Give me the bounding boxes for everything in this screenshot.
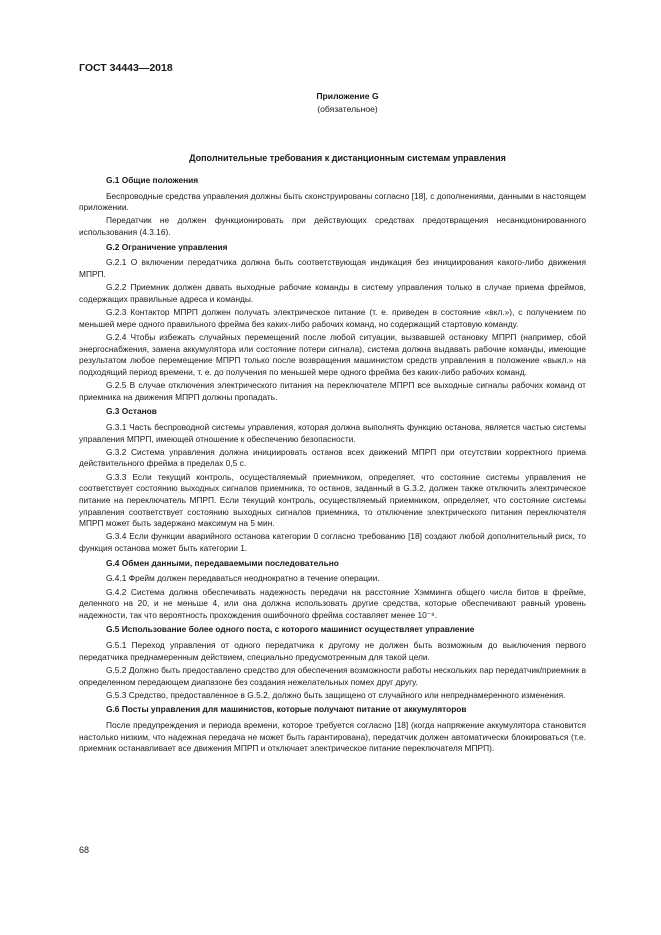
paragraph: G.2.4 Чтобы избежать случайных перемещений после любой ситуации, вызвавшей остановку МПРП (например, сбой энергоснабжения, замена аккумулятора или состояние потери сигнала), система должна выдавать рабочие команды, имеющие результатом любое перемещение МПРП только после возвращения машинистом средств управления в положение «выкл.» на подходящий период времени, т. е. до получения по меньшей мере одного фрейма без каких-либо рабочих команд. [79, 331, 586, 377]
paragraph: G.3.1 Часть беспроводной системы управления, которая должна выполнять функцию останова, является частью системы управления МПРП, имеющей отношение к обеспечению безопасности. [79, 421, 586, 444]
paragraph: После предупреждения и периода времени, которое требуется согласно [18] (когда напряжение аккумулятора становится настолько низким, что надежная передача не может быть гарантирована), передатчик должен автоматически блокироваться (т.е. приемник останавливает все движения МПРП и отключает электрическое питание переключателя МПРП). [79, 720, 586, 754]
paragraph: G.2.2 Приемник должен давать выходные рабочие команды в систему управления только в случае приема фреймов, содержащих правильные адреса и команды. [79, 282, 586, 304]
document-body [79, 172, 586, 757]
annex-title: Приложение G [316, 91, 379, 101]
paragraph: G.2.5 В случае отключения электрического питания на переключателе МПРП все выходные сигналы рабочих команд от приемника на движения МПРП должны пропадать. [79, 380, 586, 402]
section-heading: G.2 Ограничение управления [106, 241, 228, 252]
paragraph: Беспроводные средства управления должны быть сконструированы согласно [18], с дополнениями, данными в настоящем приложении. [79, 190, 586, 213]
section-heading: G.4 Обмен данными, передаваемыми последовательно [106, 557, 339, 568]
paragraph: G.2.3 Контактор МПРП должен получать электрическое питание (т. е. приведен в состояние «вкл.»), с получением по меньшей мере одного правильного фрейма без каких-либо рабочих команд, но содержащий стартовую команду. [79, 307, 586, 329]
paragraph: G.5.3 Средство, предоставленное в G.5.2, должно быть защищено от случайного или непреднамеренного изменения. [106, 689, 566, 700]
section-heading: G.5 Использование более одного поста, с которого машинист осуществляет управление [106, 624, 475, 635]
paragraph: G.4.1 Фрейм должен передаваться неоднократно в течение операции. [106, 573, 380, 584]
document-title: Дополнительные требования к дистанционным системам управления [189, 153, 506, 163]
annex-heading [0, 90, 661, 116]
paragraph: G.2.1 О включении передатчика должна быть соответствующая индикация без инициирования какого-либо движения МПРП. [79, 257, 586, 280]
section-heading: G.6 Посты управления для машинистов, которые получают питание от аккумуляторов [106, 704, 467, 715]
paragraph: G.5.2 Должно быть предоставлено средство для обеспечения возможности работы нескольких пар передатчик/приемник в определенном передающем диапазоне без создания нежелательных помех друг другу. [79, 664, 586, 687]
paragraph: G.3.4 Если функции аварийного останова категории 0 согласно требованию [18] создают любой дополнительный риск, то функция останова может быть категории 1. [79, 531, 586, 554]
page-number: 68 [79, 845, 90, 855]
paragraph: G.5.1 Переход управления от одного передатчика к другому не должен быть возможным до выключения первого передатчика преднамеренным действием, специально предусмотренным для такой цели. [79, 640, 586, 662]
section-heading: G.1 Общие положения [106, 175, 199, 185]
annex-status: (обязательное) [317, 104, 378, 114]
paragraph: G.3.3 Если текущий контроль, осуществляемый приемником, определяет, что состояние системы управления не соответствует состоянию выходных сигналов приемника, то останов, заданный в G.3.2, должен также отключить электрическое питание на переключатель МПРП. Если текущий контроль, осуществляемый приемником, определяет, что состояние системы управления соответствует состоянию выходных сигналов приемника, то отключение электрического питания переключателя МПРП может быть задержано максимум на 5 мин. [79, 471, 586, 529]
document-code: ГОСТ 34443—2018 [79, 62, 173, 74]
paragraph: G.4.2 Система должна обеспечивать надежность передачи на расстояние Хэмминга общего числа битов в фрейме, деленного на 20, и не меньше 4, или она должна использовать другие средства, которые обеспечивают равный уровень надежности, так что вероятность прохождения ошибочного фрейма составляет менее 10⁻⁸. [79, 586, 586, 620]
paragraph: Передатчик не должен функционировать при действующих средствах предотвращения несанкционированного использования (4.3.16). [79, 215, 586, 238]
section-heading: G.3 Останов [106, 406, 157, 417]
paragraph: G.3.2 Система управления должна инициировать останов всех движений МПРП при отсутствии корректного приема действительного фрейма в пределах 0,5 с. [79, 446, 586, 469]
